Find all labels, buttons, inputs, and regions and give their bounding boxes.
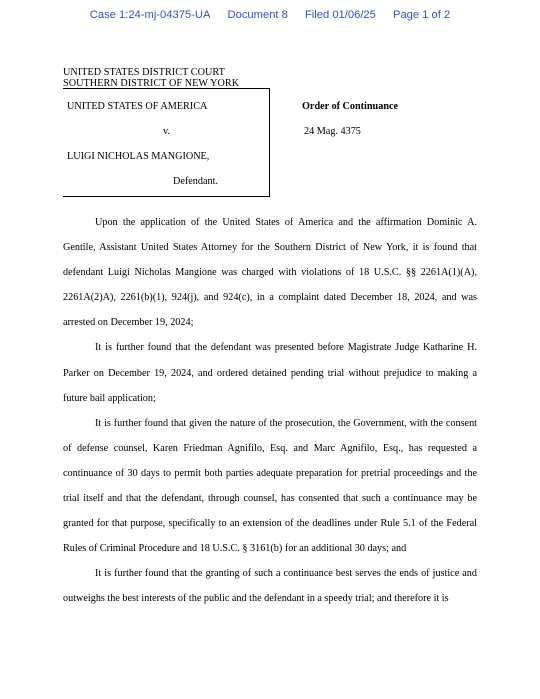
- order-title: Order of Continuance: [302, 101, 399, 112]
- paragraph: Upon the application of the United States of America and the affirmation Dominic A. Gentile, Assistant United States Attorney for the Southern District of New York, it is found that defendant Luigi Nicholas Mangione was charged with violations of 18 U.S.C. §§ 2261A(1)(A), 2261A(2)A), 2261(b)(1), 924(j), and 924(c), in a complaint dated December 18, 2024, and was arrested on December 19, 2024;: [63, 217, 477, 329]
- defendant-name: LUIGI NICHOLAS MANGIONE,: [67, 151, 210, 162]
- filed-date: Filed 01/06/25: [304, 9, 376, 21]
- versus-label: v.: [163, 126, 170, 137]
- magistrate-docket-number: 24 Mag. 4375: [304, 126, 361, 137]
- case-caption-box: [63, 88, 270, 197]
- paragraph: It is further found that the defendant was presented before Magistrate Judge Katharine H. Parker on December 19, 2024, and ordered detained pending trial without prejudice to making a future bail application;: [63, 342, 477, 404]
- court-name: [63, 67, 239, 90]
- page-indicator: Page 1 of 2: [392, 9, 451, 21]
- paragraph: It is further found that the granting of such a continuance best serves the ends of justice and outweighs the best interests of the public and the defendant in a speedy trial; and therefore it is: [63, 568, 477, 605]
- court-line-2: SOUTHERN DISTRICT OF NEW YORK: [63, 78, 240, 90]
- court-line-1: UNITED STATES DISTRICT COURT: [63, 67, 225, 78]
- defendant-role: Defendant.: [173, 176, 218, 187]
- plaintiff-name: UNITED STATES OF AMERICA: [67, 101, 208, 112]
- document-number: Document 8: [227, 9, 288, 21]
- order-body: [63, 210, 477, 612]
- paragraph: It is further found that given the nature of the prosecution, the Government, with the consent of defense counsel, Karen Friedman Agnifilo, Esq. and Marc Agnifilo, Esq., has requested a continuance of 30 days to permit both parties adequate preparation for pretrial proceedings and the trial itself and that the defendant, through counsel, has consented that such a continuance may be granted for that purpose, specifically to an extension of the deadlines under Rule 5.1 of the Federal Rules of Criminal Procedure and 18 U.S.C. § 3161(b) for an additional 30 days; and: [63, 417, 477, 555]
- ecf-filing-header: [0, 9, 540, 21]
- case-number: Case 1:24-mj-04375-UA: [89, 9, 211, 21]
